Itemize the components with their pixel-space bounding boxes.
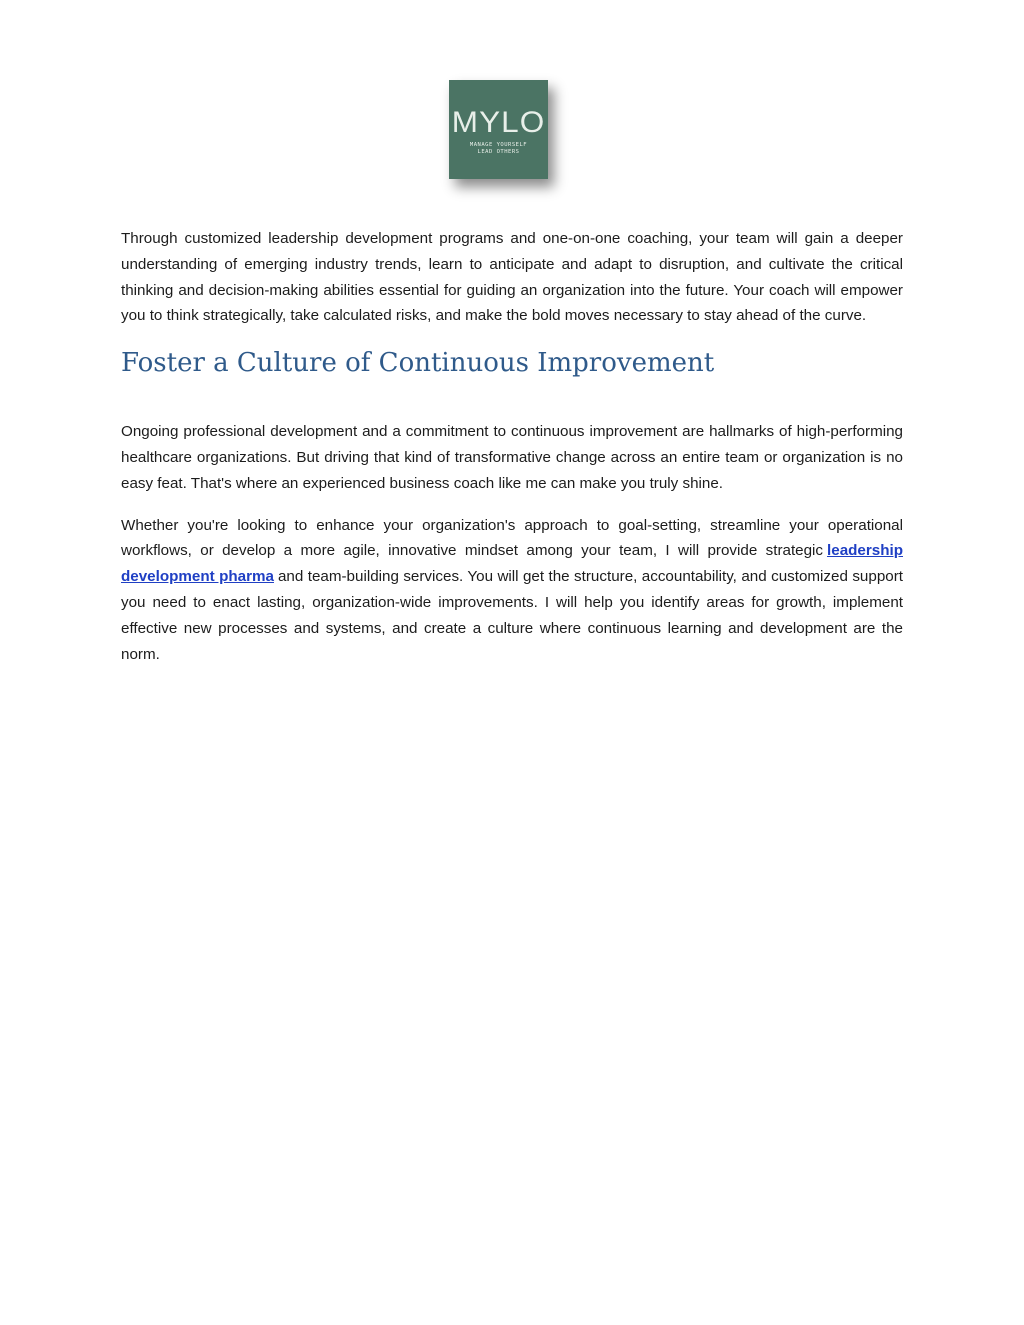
mylo-logo xyxy=(449,80,548,179)
section-heading: Foster a Culture of Continuous Improvement xyxy=(121,348,715,379)
whether-text-before: Whether you're looking to enhance your organization's approach to goal-setting, streamline your operational workflows, or develop a more agile, innovative mindset among your team, I will provide strategic xyxy=(121,516,903,560)
ongoing-paragraph: Ongoing professional development and a commitment to continuous improvement are hallmarks of high-performing healthcare organizations. But driving that kind of transformative change across an entire team or organization is no easy feat. That's where an experienced business coach like me can make you truly shine. xyxy=(121,423,903,492)
whether-text-after: and team-building services. You will get the structure, accountability, and customized support you need to enact lasting, organization-wide improvements. I will help you identify areas for growth, implement effective new processes and systems, and create a culture where continuous learning and development are the norm. xyxy=(121,568,903,663)
logo-tagline: MANAGE YOURSELF LEAD OTHERS xyxy=(469,141,528,155)
article-body xyxy=(121,226,903,667)
leadership-development-pharma-link[interactable]: leadership development pharma xyxy=(121,542,903,586)
logo-mark: MYLO xyxy=(451,105,546,139)
whether-paragraph xyxy=(121,513,903,668)
intro-paragraph: Through customized leadership development programs and one-on-one coaching, your team will gain a deeper understanding of emerging industry trends, learn to anticipate and adapt to disruption, and cultivate the critical thinking and decision-making abilities essential for guiding an organization into the future. Your coach will empower you to think strategically, take calculated risks, and make the bold moves necessary to stay ahead of the curve. xyxy=(121,230,903,325)
